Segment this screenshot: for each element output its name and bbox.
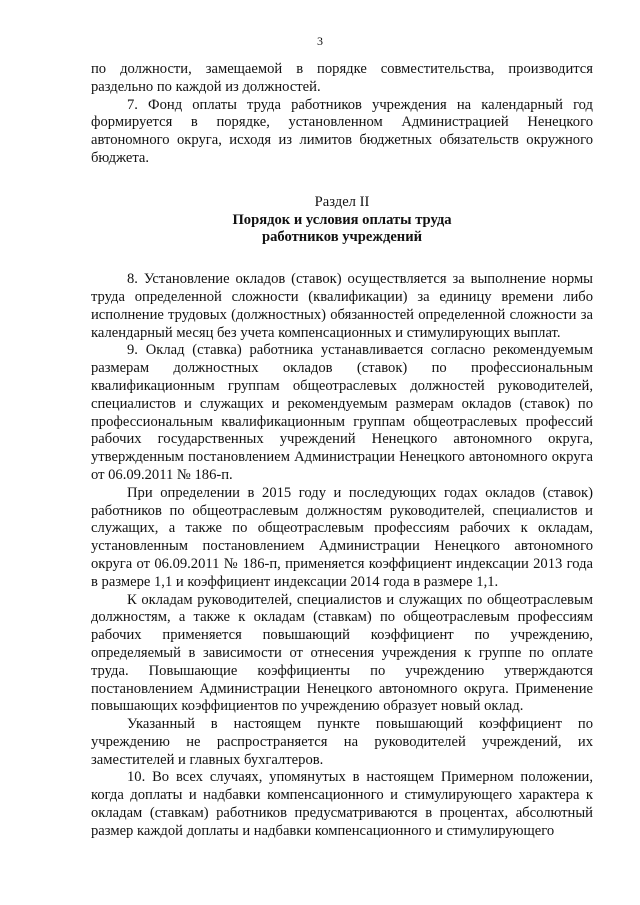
page-number: 3 [317, 34, 323, 48]
paragraph-8: 8. Установление окладов (ставок) осуществляется за выполнение нормы труда определенной сложности (квалификации) за единицу времени либо исполнение трудовых (должностных) обязанностей определенной сложности за календарный месяц без учета компенсационных и стимулирующих выплат. [91, 271, 593, 341]
paragraph-9: 9. Оклад (ставка) работника устанавливается согласно рекомендуемым размерам должностных окладов (ставок) по профессиональным квалификационным группам общеотраслевых должностей руководителей, специалистов и служащих и рекомендуемым размерам окладов (ставок) по профессиональным квалификационным группам общеотраслевых профессий рабочих государственных учреждений Ненецкого автономного округа, утвержденным постановлением Администрации Ненецкого автономного округа от 06.09.2011 № 186-п. [91, 342, 593, 483]
paragraph-9-coefficient: К окладам руководителей, специалистов и служащих по общеотраслевым должностям, а также к окладам (ставкам) по общеотраслевым профессиям рабочих применяется повышающий коэффициент по учреждению, определяемый в зависимости от отнесения учреждения к группе по оплате труда. Повышающие коэффициенты по учреждению утверждаются постановлением Администрации Ненецкого автономного округа. Применение повышающих коэффициентов по учреждению образует новый оклад. [91, 591, 593, 715]
section-heading [91, 194, 593, 247]
document-body [91, 61, 593, 841]
paragraph-continuation: по должности, замещаемой в порядке совместительства, производится раздельно по каждой из должностей. [91, 61, 593, 95]
paragraph-9-indexation: При определении в 2015 году и последующих годах окладов (ставок) работников по общеотраслевым должностям руководителей, специалистов и служащих, а также по общеотраслевым профессиям рабочих к окладам, установленным постановлением Администрации Ненецкого автономного округа от 06.09.2011 № 186-п, применяется коэффициент индексации 2013 года в размере 1,1 и коэффициент индексации 2014 года в размере 1,1. [91, 484, 593, 590]
section-number: Раздел II [314, 193, 370, 210]
section-title-line-2: работников учреждений [261, 229, 423, 246]
paragraph-10: 10. Во всех случаях, упомянутых в настоящем Примерном положении, когда доплаты и надбавки компенсационного и стимулирующего характера к окладам (ставкам) работников предусматриваются в процентах, абсолютный размер каждой доплаты и надбавки компенсационного и стимулирующего [91, 769, 593, 839]
paragraph-7: 7. Фонд оплаты труда работников учреждения на календарный год формируется в порядке, установленном Администрацией Ненецкого автономного округа, исходя из лимитов бюджетных обязательств окружного бюджета. [91, 96, 593, 166]
section-title-line-1: Порядок и условия оплаты труда [232, 211, 452, 228]
paragraph-9-exception: Указанный в настоящем пункте повышающий коэффициент по учреждению не распространяется на руководителей учреждений, их заместителей и главных бухгалтеров. [91, 716, 593, 768]
